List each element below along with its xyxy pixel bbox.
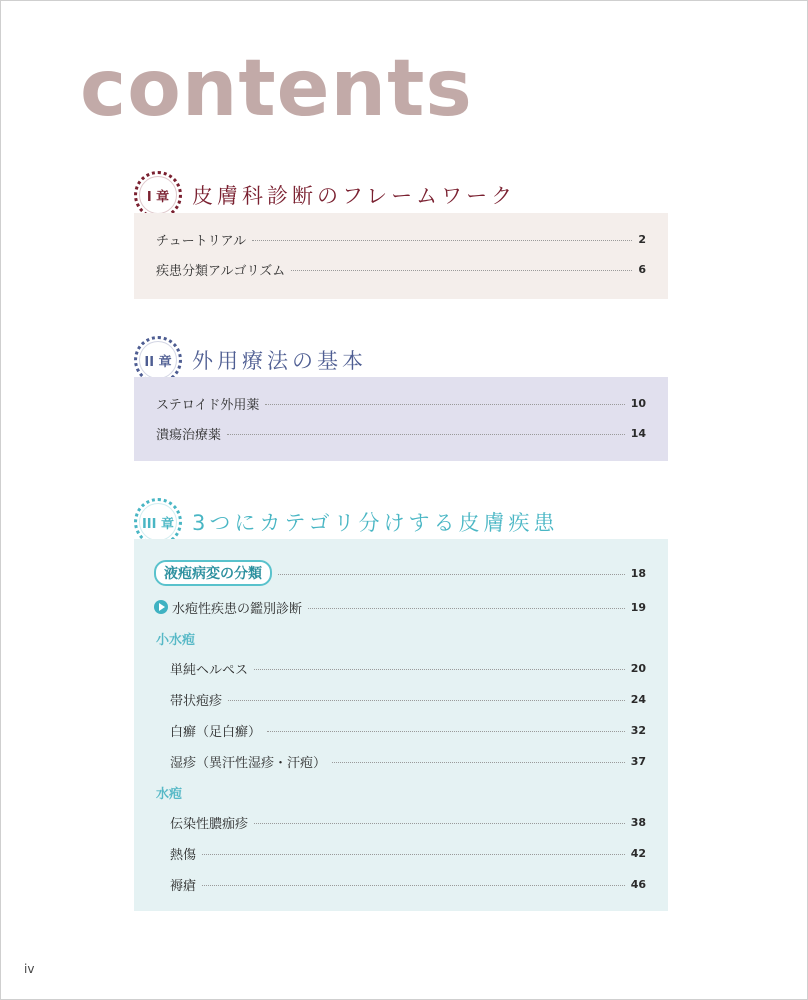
toc-entry[interactable] bbox=[170, 689, 646, 709]
page-title: contents bbox=[80, 44, 473, 134]
dot-leader bbox=[278, 574, 625, 575]
dot-leader bbox=[254, 669, 625, 670]
chapter-2-badge-label: II 章 bbox=[144, 354, 172, 370]
chapter-1-badge bbox=[134, 171, 182, 219]
toc-entry-page: 10 bbox=[630, 396, 646, 410]
toc-entry-label: 熱傷 bbox=[170, 847, 197, 863]
toc-entry-label: 水疱性疾患の鑑別診断 bbox=[172, 601, 303, 617]
toc-entry-page: 42 bbox=[630, 846, 646, 860]
chapter-1-title: 皮膚科診断のフレームワーク bbox=[192, 184, 517, 208]
toc-entry-page: 14 bbox=[630, 426, 646, 440]
chapter-1-panel bbox=[134, 213, 668, 299]
group-heading: 小水疱 bbox=[156, 633, 196, 648]
dot-leader bbox=[228, 700, 625, 701]
dot-leader bbox=[332, 762, 625, 763]
toc-entry-page: 2 bbox=[638, 232, 646, 246]
dot-leader bbox=[227, 434, 625, 435]
toc-entry[interactable] bbox=[156, 423, 646, 443]
section-pill: 液疱病変の分類 bbox=[154, 560, 272, 586]
toc-entry-page: 20 bbox=[630, 661, 646, 675]
toc-entry-label: 湿疹（異汗性湿疹・汗疱） bbox=[170, 755, 327, 771]
chapter-2-panel bbox=[134, 377, 668, 461]
toc-entry[interactable] bbox=[154, 597, 646, 617]
toc-entry[interactable] bbox=[170, 812, 646, 832]
dot-leader bbox=[252, 240, 632, 241]
toc-entry-label: ステロイド外用薬 bbox=[156, 397, 260, 413]
chapter-2-title: 外用療法の基本 bbox=[192, 349, 367, 373]
toc-entry-page: 38 bbox=[630, 815, 646, 829]
dot-leader bbox=[308, 608, 625, 609]
chapter-3-panel bbox=[134, 539, 668, 911]
toc-entry-page: 6 bbox=[638, 262, 646, 276]
dot-leader bbox=[202, 854, 625, 855]
toc-entry-label: 単純ヘルペス bbox=[170, 662, 249, 678]
toc-entry-page: 24 bbox=[630, 692, 646, 706]
chapter-3-badge-label: III 章 bbox=[141, 516, 175, 532]
dot-leader bbox=[267, 731, 625, 732]
toc-entry-page: 32 bbox=[630, 723, 646, 737]
toc-entry-label: 褥瘡 bbox=[170, 878, 197, 894]
dot-leader bbox=[291, 270, 632, 271]
toc-entry[interactable] bbox=[170, 874, 646, 894]
toc-entry-label: 潰瘍治療薬 bbox=[156, 427, 222, 443]
toc-entry[interactable] bbox=[156, 229, 646, 249]
toc-entry-label: 白癬（足白癬） bbox=[170, 724, 262, 740]
toc-entry-label: チュートリアル bbox=[156, 233, 247, 249]
dot-leader bbox=[265, 404, 624, 405]
dot-leader bbox=[202, 885, 625, 886]
toc-entry[interactable] bbox=[170, 658, 646, 678]
toc-entry[interactable] bbox=[156, 393, 646, 413]
toc-entry-label: 帯状疱疹 bbox=[170, 693, 223, 709]
toc-entry[interactable] bbox=[170, 843, 646, 863]
toc-entry-page: 19 bbox=[630, 600, 646, 614]
toc-entry-label: 疾患分類アルゴリズム bbox=[156, 263, 286, 279]
toc-entry[interactable] bbox=[170, 751, 646, 771]
play-bullet-icon bbox=[154, 600, 168, 614]
chapter-3-title: 3つにカテゴリ分けする皮膚疾患 bbox=[192, 511, 559, 535]
dot-leader bbox=[254, 823, 625, 824]
toc-entry-page: 37 bbox=[630, 754, 646, 768]
toc-entry[interactable] bbox=[170, 720, 646, 740]
group-heading: 水疱 bbox=[156, 787, 183, 802]
toc-entry-label: 伝染性膿痂疹 bbox=[170, 816, 249, 832]
chapter-1-badge-label: I 章 bbox=[146, 189, 170, 205]
toc-section-entry[interactable] bbox=[154, 563, 646, 583]
toc-entry-page: 18 bbox=[630, 566, 646, 580]
page-number: iv bbox=[24, 962, 35, 976]
toc-entry[interactable] bbox=[156, 259, 646, 279]
toc-entry-page: 46 bbox=[630, 877, 646, 891]
